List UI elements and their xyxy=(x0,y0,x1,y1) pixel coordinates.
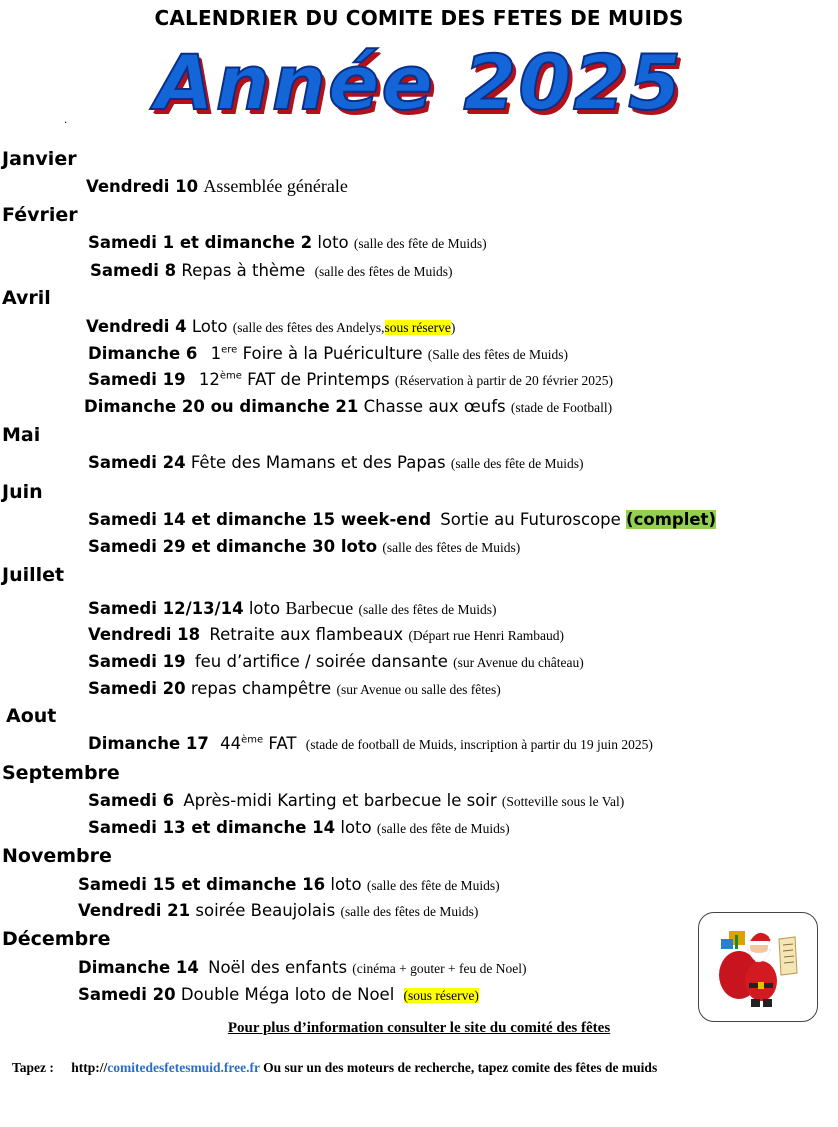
event-title: Retraite aux flambeaux xyxy=(209,625,404,644)
event-fevrier-1 xyxy=(88,233,487,252)
event-title: feu d’artifice / soirée dansante xyxy=(194,652,448,671)
page-title: CALENDRIER DU COMITE DES FETES DE MUIDS xyxy=(154,6,684,30)
event-title: loto xyxy=(340,818,372,837)
event-novembre-21 xyxy=(78,901,478,920)
status-badge: (complet) xyxy=(626,510,716,529)
event-title: loto xyxy=(330,875,362,894)
event-avril-20 xyxy=(84,397,612,416)
event-place: (salle des fête de Muids) xyxy=(450,456,584,471)
event-place: (sur Avenue ou salle des fêtes) xyxy=(336,682,501,697)
event-day: Vendredi 10 xyxy=(86,177,199,196)
event-title: Fête des Mamans et des Papas xyxy=(190,453,446,472)
event-day: Dimanche 14 xyxy=(78,958,199,977)
event-title: Foire à la Puériculture xyxy=(242,344,423,363)
event-day: Vendredi 21 xyxy=(78,901,191,920)
event-day: Samedi 14 et dimanche 15 week-end xyxy=(88,510,432,529)
event-decembre-14 xyxy=(78,958,526,977)
status-badge: (sous réserve) xyxy=(403,988,479,1003)
month-heading-juin: Juin xyxy=(2,481,43,503)
event-day: Samedi 8 xyxy=(90,261,177,280)
event-place: (salle des fêtes de Muids) xyxy=(358,602,497,617)
event-place: (Départ rue Henri Rambaud) xyxy=(408,628,564,643)
event-avril-6 xyxy=(88,344,568,363)
santa-illustration xyxy=(698,912,818,1022)
event-title: loto xyxy=(248,599,281,618)
event-juin-29 xyxy=(88,537,520,556)
event-title: Loto xyxy=(191,317,228,336)
event-title: repas champêtre xyxy=(190,679,332,698)
event-day: Samedi 20 xyxy=(88,679,186,698)
event-title: Sortie au Futuroscope xyxy=(440,510,621,529)
event-place: (salle des fêtes des Andelys, xyxy=(232,320,385,335)
event-day: Dimanche 20 ou dimanche 21 xyxy=(84,397,359,416)
event-juin-14 xyxy=(88,510,716,529)
event-place: (salle des fête de Muids) xyxy=(376,821,510,836)
event-place: (salle des fête de Muids) xyxy=(353,236,487,251)
event-janvier-10 xyxy=(86,176,348,197)
event-place: (salle des fêtes de Muids) xyxy=(340,904,479,919)
footer-search-line: Tapez : http://comitedesfetesmuid.free.fr Ou sur un des moteurs de recherche, tapez comite des fêtes de muids xyxy=(12,1060,658,1075)
event-title: FAT de Printemps xyxy=(247,370,390,389)
event-day: Vendredi 18 xyxy=(88,625,201,644)
event-title: Assemblée générale xyxy=(203,176,348,196)
event-septembre-6 xyxy=(88,791,624,810)
event-ordinal: 1 xyxy=(210,344,222,363)
event-day: Samedi 24 xyxy=(88,453,186,472)
event-avril-19 xyxy=(88,370,613,389)
month-heading-janvier: Janvier xyxy=(2,148,77,170)
event-decembre-20 xyxy=(78,985,479,1004)
event-title: Double Méga loto de Noel xyxy=(180,985,395,1004)
event-place: (sur Avenue du château) xyxy=(453,655,584,670)
event-title-2: Barbecue xyxy=(285,598,354,618)
event-ordinal-suffix: ème xyxy=(219,370,242,382)
event-avril-4 xyxy=(86,317,455,336)
month-heading-juillet: Juillet xyxy=(2,564,65,586)
event-day: Samedi 15 et dimanche 16 xyxy=(78,875,326,894)
year-banner: Année 2025 xyxy=(154,38,684,127)
event-mai-24 xyxy=(88,453,584,472)
event-day: Dimanche 6 xyxy=(88,344,198,363)
event-day: Samedi 1 et dimanche 2 xyxy=(88,233,313,252)
website-link[interactable]: comitedesfetesmuid.free.fr xyxy=(107,1060,260,1075)
event-place: (salle des fêtes de Muids) xyxy=(314,264,453,279)
event-juillet-20 xyxy=(88,679,501,698)
month-heading-avril: Avril xyxy=(2,287,51,309)
event-place: (stade de football de Muids, inscription à partir du 19 juin 2025) xyxy=(305,737,653,752)
event-novembre-15 xyxy=(78,875,500,894)
event-ordinal-suffix: ème xyxy=(241,734,264,746)
event-place: (salle des fêtes de Muids) xyxy=(382,540,521,555)
event-day: Samedi 19 xyxy=(88,370,186,389)
event-place: (cinéma + gouter + feu de Noel) xyxy=(352,961,527,976)
event-title: FAT xyxy=(268,734,297,753)
status-badge: sous réserve xyxy=(384,320,451,335)
event-ordinal: 12 xyxy=(198,370,220,389)
event-place: (Sotteville sous le Val) xyxy=(501,794,625,809)
event-title: Après-midi Karting et barbecue le soir xyxy=(183,791,497,810)
event-day: Dimanche 17 xyxy=(88,734,209,753)
event-title: Repas à thème xyxy=(181,261,306,280)
month-heading-fevrier: Février xyxy=(2,204,78,226)
event-ordinal: 44 xyxy=(220,734,242,753)
footer-tapez-label: Tapez : xyxy=(12,1060,54,1075)
event-day: Vendredi 4 xyxy=(86,317,187,336)
event-place: (salle des fête de Muids) xyxy=(366,878,500,893)
event-juillet-19 xyxy=(88,652,584,671)
event-day: Samedi 20 xyxy=(78,985,176,1004)
event-juillet-18 xyxy=(88,625,564,644)
footer-info: Pour plus d’information consulter le site du comité des fêtes xyxy=(227,1020,611,1036)
event-day: Samedi 6 xyxy=(88,791,175,810)
event-place: (stade de Football) xyxy=(510,400,613,415)
event-day: Samedi 29 et dimanche 30 loto xyxy=(88,537,378,556)
event-septembre-13 xyxy=(88,818,510,837)
santa-claus-icon xyxy=(699,913,817,1021)
event-day: Samedi 13 et dimanche 14 xyxy=(88,818,336,837)
event-ordinal-suffix: ere xyxy=(221,344,238,356)
month-heading-decembre: Décembre xyxy=(2,928,111,950)
event-day: Samedi 12/13/14 xyxy=(88,599,244,618)
event-place-close: ) xyxy=(450,320,456,335)
event-title: soirée Beaujolais xyxy=(195,901,336,920)
event-title: Chasse aux œufs xyxy=(363,397,506,416)
event-title: Noël des enfants xyxy=(208,958,348,977)
event-place: (Réservation à partir de 20 février 2025) xyxy=(394,373,613,388)
month-heading-mai: Mai xyxy=(2,424,41,446)
event-place: (Salle des fêtes de Muids) xyxy=(427,347,568,362)
event-aout-17 xyxy=(88,734,653,753)
month-heading-aout: Aout xyxy=(6,705,57,727)
event-title: loto xyxy=(317,233,349,252)
footer-search-text: Ou sur un des moteurs de recherche, tapez comite des fêtes de muids xyxy=(263,1060,658,1075)
stray-dot: . xyxy=(64,112,68,126)
month-heading-novembre: Novembre xyxy=(2,845,112,867)
month-heading-septembre: Septembre xyxy=(2,762,120,784)
event-juillet-12 xyxy=(88,598,497,619)
event-day: Samedi 19 xyxy=(88,652,186,671)
event-fevrier-8 xyxy=(90,261,453,280)
